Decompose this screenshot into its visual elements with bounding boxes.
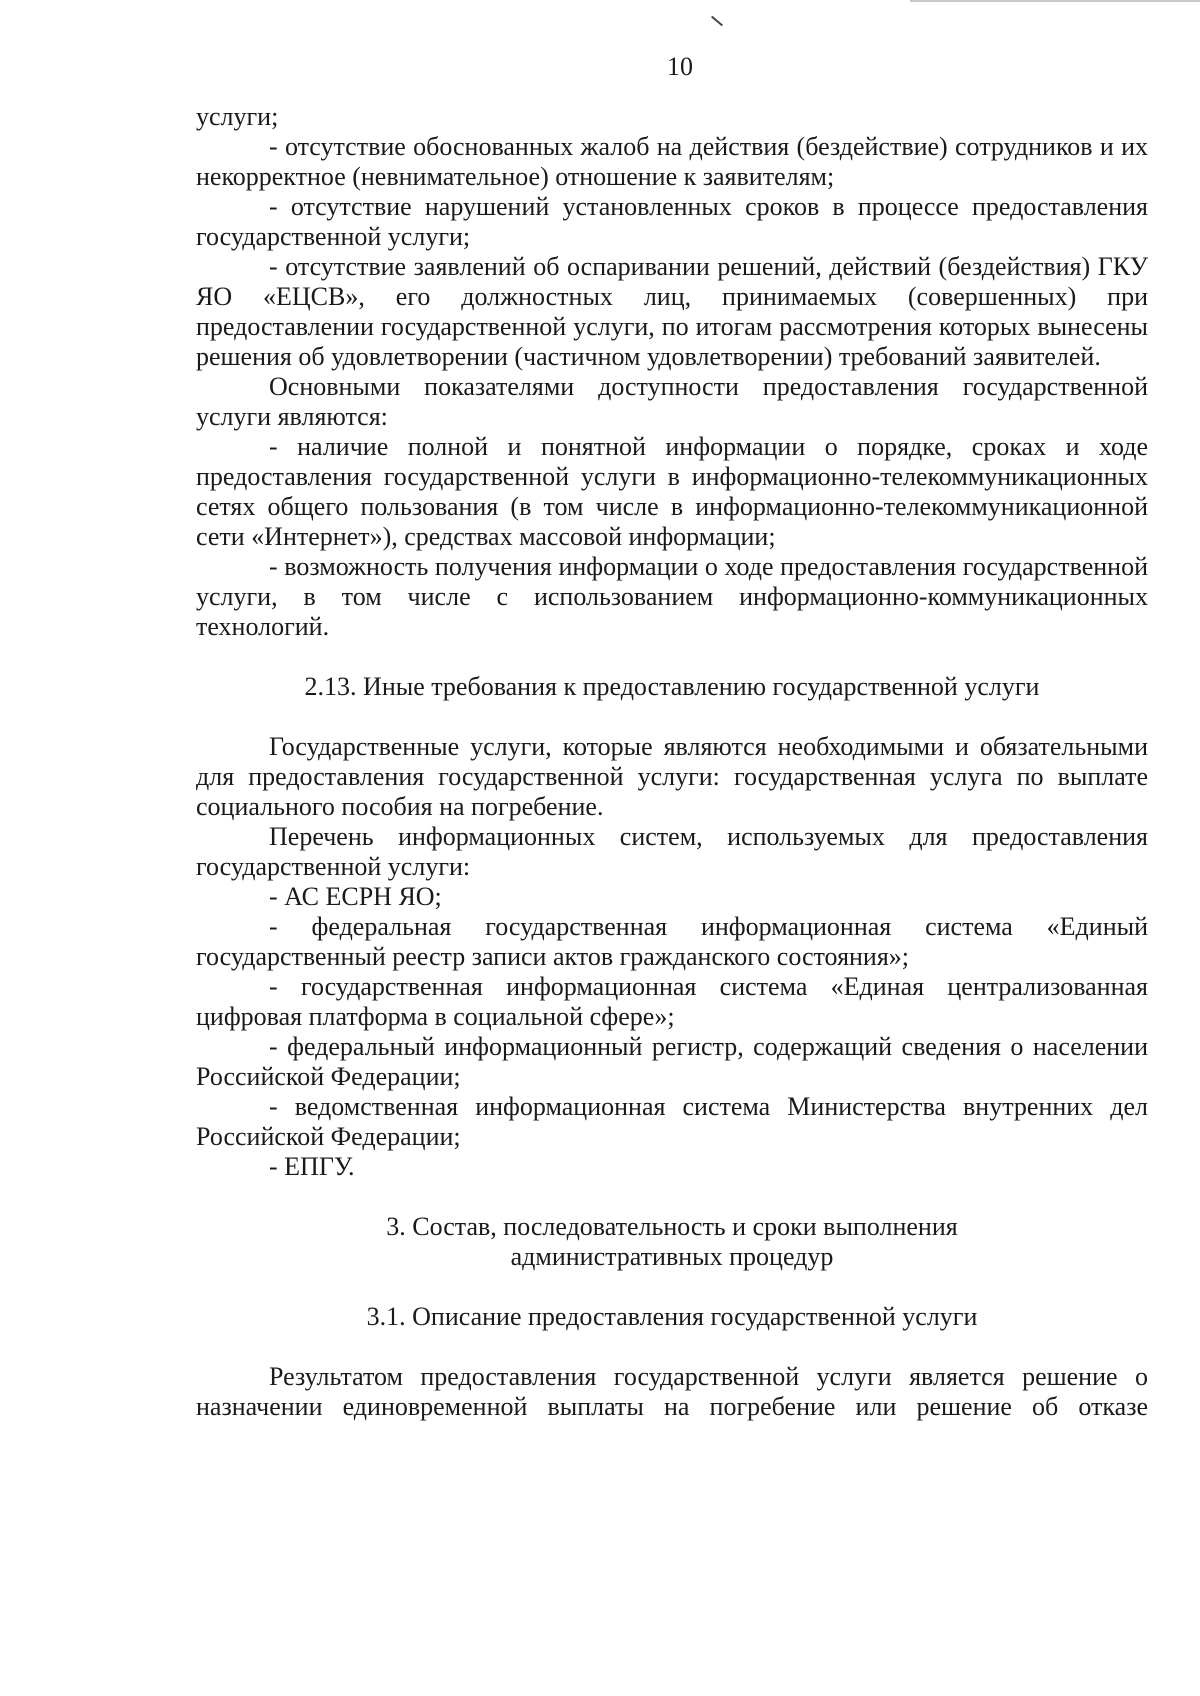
list-item: - ЕПГУ. xyxy=(269,1152,355,1181)
scan-mark xyxy=(711,16,723,27)
paragraph: Результатом предоставления государственной услуги является решение о назначении единовременной выплаты на погребение или решение об отказе xyxy=(196,1362,1148,1421)
list-item: - отсутствие заявлений об оспаривании решений, действий (бездействия) ГКУ ЯО «ЕЦСВ», его должностных лиц, принимаемых (совершенных) при предоставлении государственной услуги, по итогам рассмотрения которых вынесены решения об удовлетворении (частичном удовлетворении) требований заявителей. xyxy=(196,252,1148,371)
list-item: - федеральный информационный регистр, содержащий сведения о населении Российской Федерации; xyxy=(196,1032,1148,1091)
paragraph: услуги; xyxy=(196,102,279,131)
section-heading-3-line2: административных процедур xyxy=(510,1242,834,1271)
section-heading-3-line1: 3. Состав, последовательность и сроки выполнения xyxy=(386,1212,958,1241)
page-number: 10 xyxy=(667,52,693,81)
list-item: - государственная информационная система «Единая централизованная цифровая платформа в социальной сфере»; xyxy=(196,972,1148,1031)
paragraph: Государственные услуги, которые являются необходимыми и обязательными для предоставления государственной услуги: государственная услуга по выплате социального пособия на погребение. xyxy=(196,732,1148,821)
document-body xyxy=(196,102,1148,1422)
list-item: - возможность получения информации о ходе предоставления государственной услуги, в том числе с использованием информационно-коммуникационных технологий. xyxy=(196,552,1148,641)
list-item: - отсутствие нарушений установленных сроков в процессе предоставления государственной услуги; xyxy=(196,192,1148,251)
list-item: - федеральная государственная информационная система «Единый государственный реестр записи актов гражданского состояния»; xyxy=(196,912,1148,971)
list-item: - АС ЕСРН ЯО; xyxy=(269,882,442,911)
list-item: - наличие полной и понятной информации о порядке, сроках и ходе предоставления государственной услуги в информационно-телекоммуникационных сетях общего пользования (в том числе в информационно-телекоммуникационной сети «Интернет»), средствах массовой информации; xyxy=(196,432,1148,551)
list-item: - отсутствие обоснованных жалоб на действия (бездействие) сотрудников и их некорректное (невнимательное) отношение к заявителям; xyxy=(196,132,1148,191)
section-heading-3-1: 3.1. Описание предоставления государственной услуги xyxy=(366,1302,978,1331)
section-heading-2-13: 2.13. Иные требования к предоставлению государственной услуги xyxy=(304,672,1040,701)
paragraph: Основными показателями доступности предоставления государственной услуги являются: xyxy=(196,372,1148,431)
paragraph: Перечень информационных систем, используемых для предоставления государственной услуги: xyxy=(196,822,1148,881)
list-item: - ведомственная информационная система Министерства внутренних дел Российской Федерации; xyxy=(196,1092,1148,1151)
scan-edge-line xyxy=(910,0,1200,2)
